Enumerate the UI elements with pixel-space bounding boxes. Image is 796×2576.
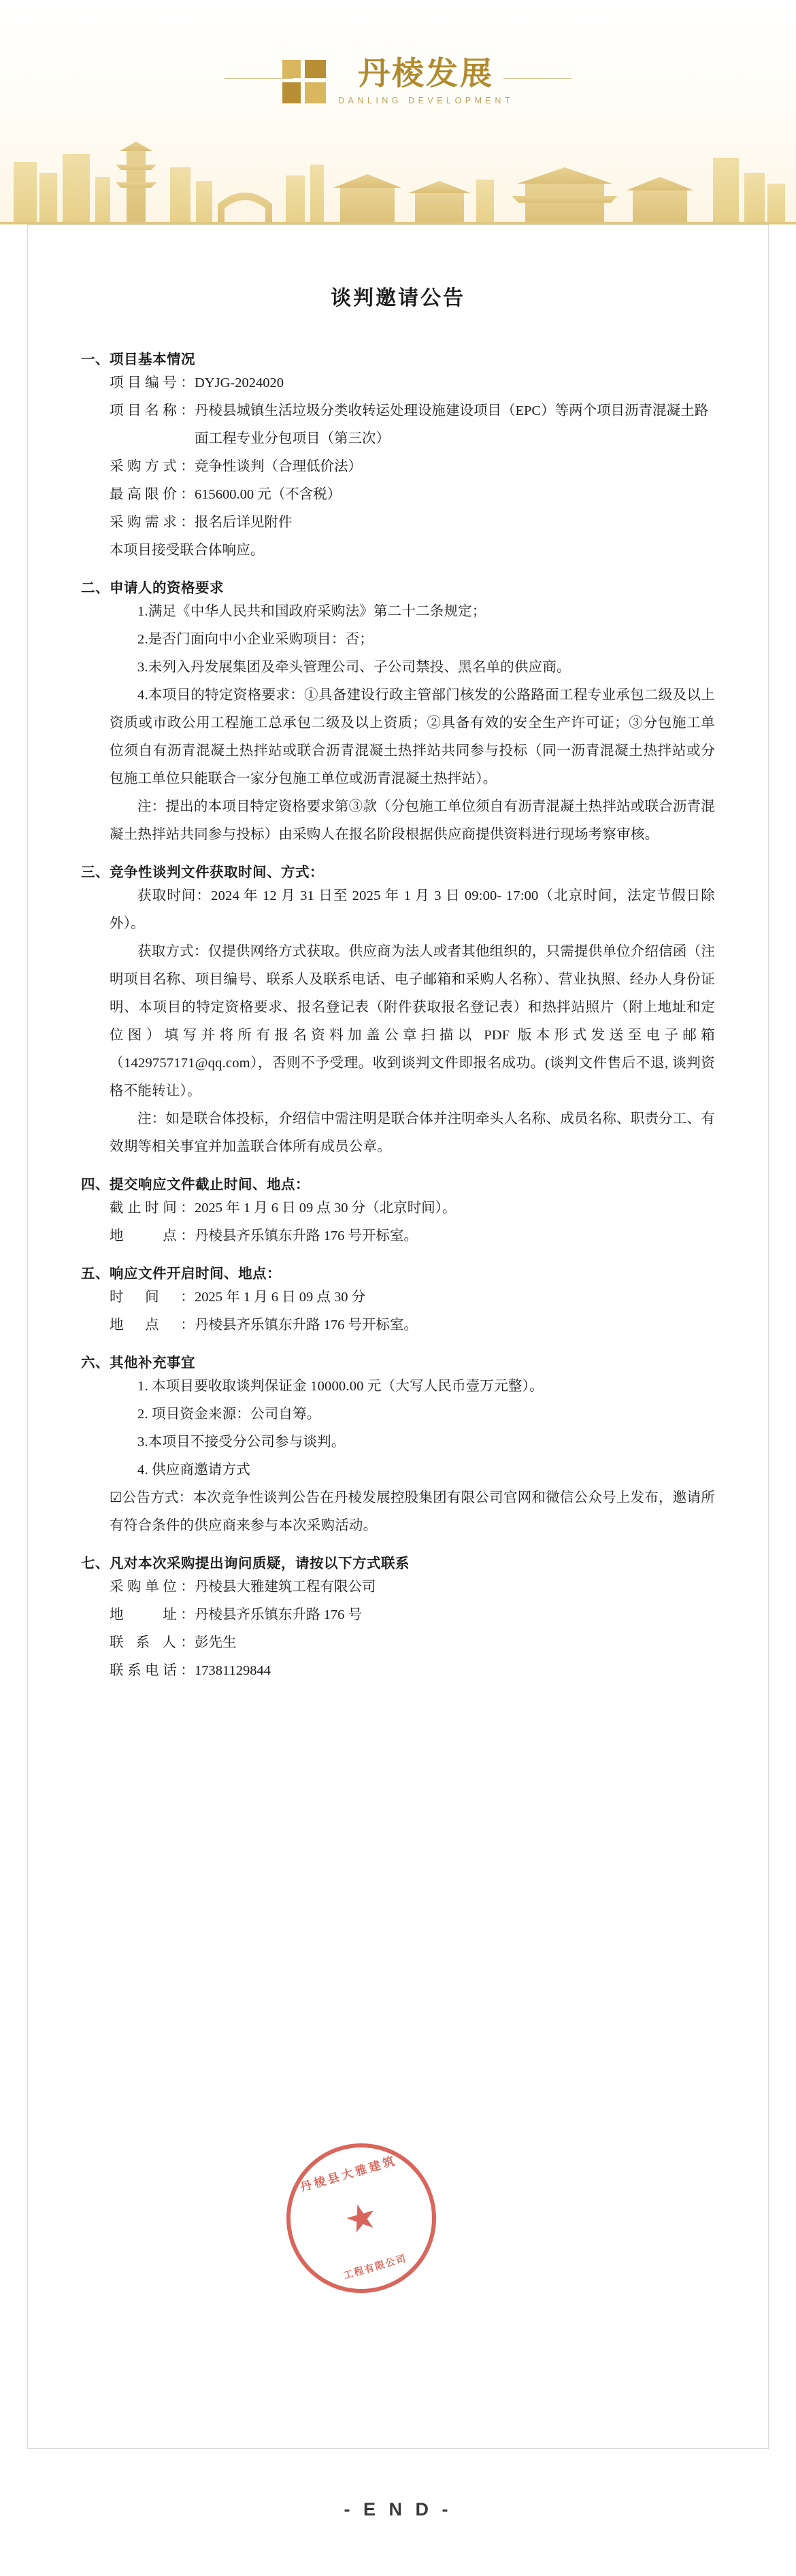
supplement-item-2: 2. 项目资金来源：公司自筹。 — [137, 1407, 321, 1422]
field-value: 2025 年 1 月 6 日 09 点 30 分 — [195, 1290, 366, 1305]
field-label: 采购方式： — [110, 459, 195, 474]
consortium-note: 本项目接受联合体响应。 — [110, 543, 265, 558]
field-label: 时间： — [110, 1290, 195, 1305]
page-title: 谈判邀请公告 — [331, 287, 465, 310]
seal-top-text: 丹棱县大雅建筑 — [299, 2154, 399, 2194]
brand-name-en: DANLING DEVELOPMENT — [337, 96, 514, 105]
section-heading-2: 二、申请人的资格要求 — [81, 581, 224, 596]
doc-get-note: 注：如是联合体投标，介绍信中需注明是联合体并注明牵头人名称、成员名称、职责分工、有效期等相关事宜并加盖联合体所有成员公章。 — [110, 1111, 715, 1154]
field-deadline-time — [81, 1194, 715, 1222]
header-banner — [0, 0, 796, 224]
field-label: 截止时间： — [110, 1201, 195, 1216]
field-project-code — [81, 369, 715, 397]
field-value: 丹棱县齐乐镇东升路 176 号 — [195, 1607, 362, 1622]
field-contact-person — [81, 1629, 715, 1657]
section-heading-1: 一、项目基本情况 — [81, 352, 195, 367]
field-label: 地 址： — [110, 1607, 195, 1622]
field-label: 地 点： — [110, 1228, 195, 1243]
field-value: 2025 年 1 月 6 日 09 点 30 分（北京时间）。 — [195, 1201, 457, 1216]
field-label: 联系电话： — [110, 1663, 195, 1678]
supplement-item-1: 1. 本项目要收取谈判保证金 10000.00 元（大写人民币壹万元整）。 — [137, 1379, 544, 1394]
seal-bottom-text: 工程有限公司 — [342, 2254, 409, 2282]
field-buyer-unit — [81, 1573, 715, 1601]
field-label: 最高限价： — [110, 487, 195, 502]
qualification-item-3: 3.未列入丹发展集团及牵头管理公司、子公司禁投、黑名单的供应商。 — [137, 660, 571, 675]
field-value: 丹棱县齐乐镇东升路 176 号开标室。 — [195, 1228, 418, 1243]
field-buyer-address — [81, 1601, 715, 1629]
field-project-name — [81, 397, 715, 453]
field-value: 竞争性谈判（合理低价法） — [195, 459, 362, 474]
brand-text — [338, 58, 514, 105]
end-marker: - E N D - — [344, 2499, 452, 2520]
field-max-price — [81, 481, 715, 509]
supplement-item-3: 3.本项目不接受分公司参与谈判。 — [137, 1435, 346, 1450]
field-label: 采购需求： — [110, 515, 195, 530]
section-heading-5: 五、响应文件开启时间、地点： — [81, 1267, 281, 1282]
four-square-logo-icon — [282, 60, 326, 103]
field-value: 丹棱县城镇生活垃圾分类收转运处理设施建设项目（EPC）等两个项目沥青混凝土路面工程专业分包项目（第三次） — [195, 403, 709, 446]
field-label: 采购单位： — [110, 1579, 195, 1594]
field-value: 615600.00 元（不含税） — [195, 487, 342, 502]
seal-star-icon: ★ — [339, 2194, 383, 2243]
field-contact-phone — [81, 1657, 715, 1685]
supplement-item-4: 4. 供应商邀请方式 — [137, 1462, 250, 1477]
field-value: DYJG-2024020 — [195, 375, 284, 390]
field-value: 丹棱县大雅建筑工程有限公司 — [195, 1579, 376, 1594]
field-procurement-need — [81, 509, 715, 537]
announcement-body — [27, 224, 769, 2449]
field-label: 地点： — [110, 1318, 195, 1333]
field-label: 项目名称： — [110, 403, 195, 418]
section-heading-7: 七、凡对本次采购提出询问质疑，请按以下方式联系 — [81, 1556, 410, 1571]
skyline-illustration-icon — [0, 122, 796, 224]
qualification-item-2: 2.是否门面向中小企业采购项目：否； — [137, 632, 374, 647]
field-open-place — [81, 1311, 715, 1339]
field-open-time — [81, 1284, 715, 1311]
doc-get-time: 获取时间：2024 年 12 月 31 日至 2025 年 1 月 3 日 09:00- 17:00（北京时间，法定节假日除外）。 — [110, 888, 715, 931]
field-procurement-method — [81, 453, 715, 481]
qualification-item-1: 1.满足《中华人民共和国政府采购法》第二十二条规定； — [137, 604, 486, 619]
section-heading-6: 六、其他补充事宜 — [81, 1356, 195, 1371]
field-label: 联 系 人： — [110, 1635, 195, 1650]
field-value: 17381129844 — [195, 1663, 271, 1678]
section-heading-3: 三、竞争性谈判文件获取时间、方式： — [81, 865, 324, 880]
company-seal-icon — [269, 2126, 454, 2311]
field-value: 报名后详见附件 — [195, 515, 293, 530]
invitation-checkbox-line: ☑公告方式：本次竞争性谈判公告在丹棱发展控股集团有限公司官网和微信公众号上发布，邀请所有符合条件的供应商来参与本次采购活动。 — [110, 1490, 715, 1533]
brand-name-cn: 丹棱发展 — [357, 56, 494, 92]
field-deadline-place — [81, 1222, 715, 1250]
field-value: 彭先生 — [195, 1635, 237, 1650]
field-value: 丹棱县齐乐镇东升路 176 号开标室。 — [195, 1318, 418, 1333]
qualification-note: 注：提出的本项目特定资格要求第③款（分包施工单位须自有沥青混凝土热拌站或联合沥青混凝土热拌站共同参与投标）由采购人在报名阶段根据供应商提供资料进行现场考察审核。 — [110, 799, 715, 842]
brand-logo — [0, 58, 796, 105]
qualification-item-4: 4.本项目的特定资格要求：①具备建设行政主管部门核发的公路路面工程专业承包二级及以上资质或市政公用工程施工总承包二级及以上资质；②具备有效的安全生产许可证；③分包施工单位须自有沥青混凝土热拌站或联合沥青混凝土热拌站共同参与投标（同一沥青混凝土热拌站或分包施工单位只能联合一家分包施工单位或沥青混凝土热拌站）。 — [110, 688, 715, 786]
section-heading-4: 四、提交响应文件截止时间、地点： — [81, 1177, 310, 1192]
doc-get-method: 获取方式：仅提供网络方式获取。供应商为法人或者其他组织的，只需提供单位介绍信函（注明项目名称、项目编号、联系人及联系电话、电子邮箱和采购人名称）、营业执照、经办人身份证明、本项目的特定资格要求、报名登记表（附件获取报名登记表）和热拌站照片（附上地址和定位图）填写并将所有报名资料加盖公章扫描以 PDF 版本形式发送至电子邮箱（1429757171@qq.com），否则不予受理。收到谈判文件即报名成功。(谈判文件售后不退, 谈判资格不能转让）。 — [110, 944, 715, 1099]
field-label: 项目编号： — [110, 375, 195, 390]
